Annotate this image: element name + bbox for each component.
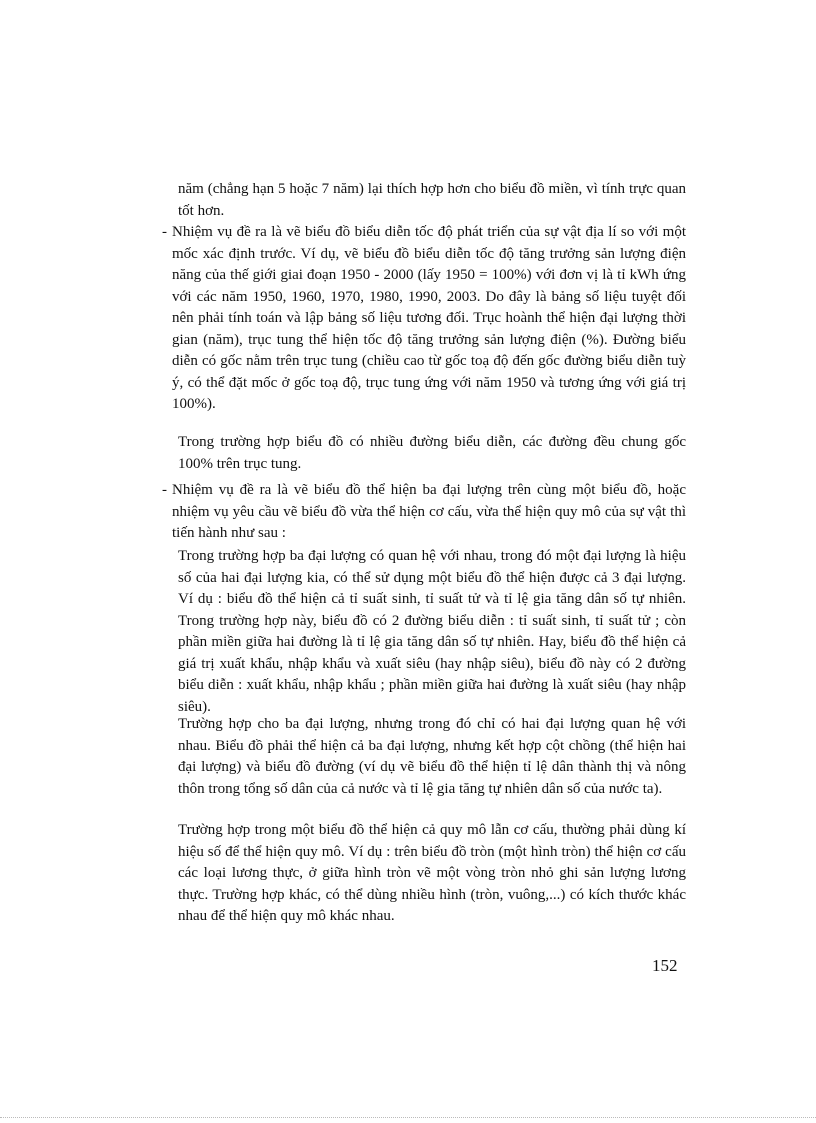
page-number: 152 <box>652 956 678 975</box>
bullet-dash: - <box>162 482 167 498</box>
bullet-dash: - <box>162 224 167 240</box>
paragraph-growth-rate-task: Nhiệm vụ đề ra là vẽ biểu đồ biểu diễn tốc độ phát triển của sự vật địa lí so với một mốc xác định trước. Ví dụ, vẽ biểu đồ biểu diễn tốc độ tăng trưởng sản lượng điện năng của thế giới giai đoạn 1950 - 2000 (lấy 1950 = 100%) với đơn vị là tỉ kWh ứng với các năm 1950, 1960, 1970, 1980, 1990, 2003. Do đây là bảng số liệu tuyệt đối nên phải tính toán và lập bảng số liệu tương đối. Trục hoành thể hiện đại lượng thời gian (năm), trục tung thể hiện tốc độ tăng trưởng sản lượng điện (%). Đường biểu diễn có gốc nằm trên trục tung (chiều cao từ gốc toạ độ đến gốc đường biểu diễn tuỳ ý, có thể đặt mốc ở gốc toạ độ, trục tung ứng với năm 1950 và tương ứng với giá trị 100%). <box>172 224 686 412</box>
paragraph-three-quantities-task: Nhiệm vụ đề ra là vẽ biểu đồ thể hiện ba đại lượng trên cùng một biểu đồ, hoặc nhiệm vụ yêu cầu vẽ biểu đồ vừa thể hiện cơ cấu, vừa thể hiện quy mô của sự vật thì tiến hành như sau : <box>172 482 686 541</box>
bottom-divider <box>0 1117 816 1118</box>
paragraph-case-two-related: Trường hợp cho ba đại lượng, nhưng trong đó chỉ có hai đại lượng quan hệ với nhau. Biểu đồ phải thể hiện cả ba đại lượng, nhưng kết hợp cột chồng (thể hiện hai đại lượng) và biểu đồ đường (ví dụ vẽ biểu đồ thể hiện tỉ lệ dân thành thị và nông thôn trong tổng số dân của cả nước và tỉ lệ gia tăng tự nhiên dân số của nước ta). <box>178 716 686 797</box>
paragraph-multiple-lines: Trong trường hợp biểu đồ có nhiều đường biểu diễn, các đường đều chung gốc 100% trên trục tung. <box>178 434 686 472</box>
paragraph-case-difference: Trong trường hợp ba đại lượng có quan hệ với nhau, trong đó một đại lượng là hiệu số của hai đại lượng kia, có thể sử dụng một biểu đồ thể hiện được cả 3 đại lượng. Ví dụ : biểu đồ thể hiện cả tỉ suất sinh, tỉ suất tử và tỉ lệ gia tăng dân số tự nhiên. Trong trường hợp này, biểu đồ có 2 đường biểu diễn : tỉ suất sinh, tỉ suất tử ; còn phần miền giữa hai đường là tỉ lệ gia tăng dân số tự nhiên. Hay, biểu đồ thể hiện cả giá trị xuất khẩu, nhập khẩu và xuất siêu (hay nhập siêu), biểu đồ này có 2 đường biểu diễn : xuất khẩu, nhập khẩu ; phần miền giữa hai đường là xuất siêu (hay nhập siêu). <box>178 548 686 715</box>
paragraph-continuation: năm (chẳng hạn 5 hoặc 7 năm) lại thích hợp hơn cho biểu đồ miền, vì tính trực quan tốt hơn. <box>178 181 686 219</box>
paragraph-case-scale-structure: Trường hợp trong một biểu đồ thể hiện cả quy mô lẫn cơ cấu, thường phải dùng kí hiệu số để thể hiện quy mô. Ví dụ : trên biểu đồ tròn (một hình tròn) thể hiện cơ cấu các loại lương thực, ở giữa hình tròn vẽ một vòng tròn nhỏ ghi sản lượng lương thực. Trường hợp khác, có thể dùng nhiều hình (tròn, vuông,...) có kích thước khác nhau để thể hiện quy mô khác nhau. <box>178 822 686 924</box>
